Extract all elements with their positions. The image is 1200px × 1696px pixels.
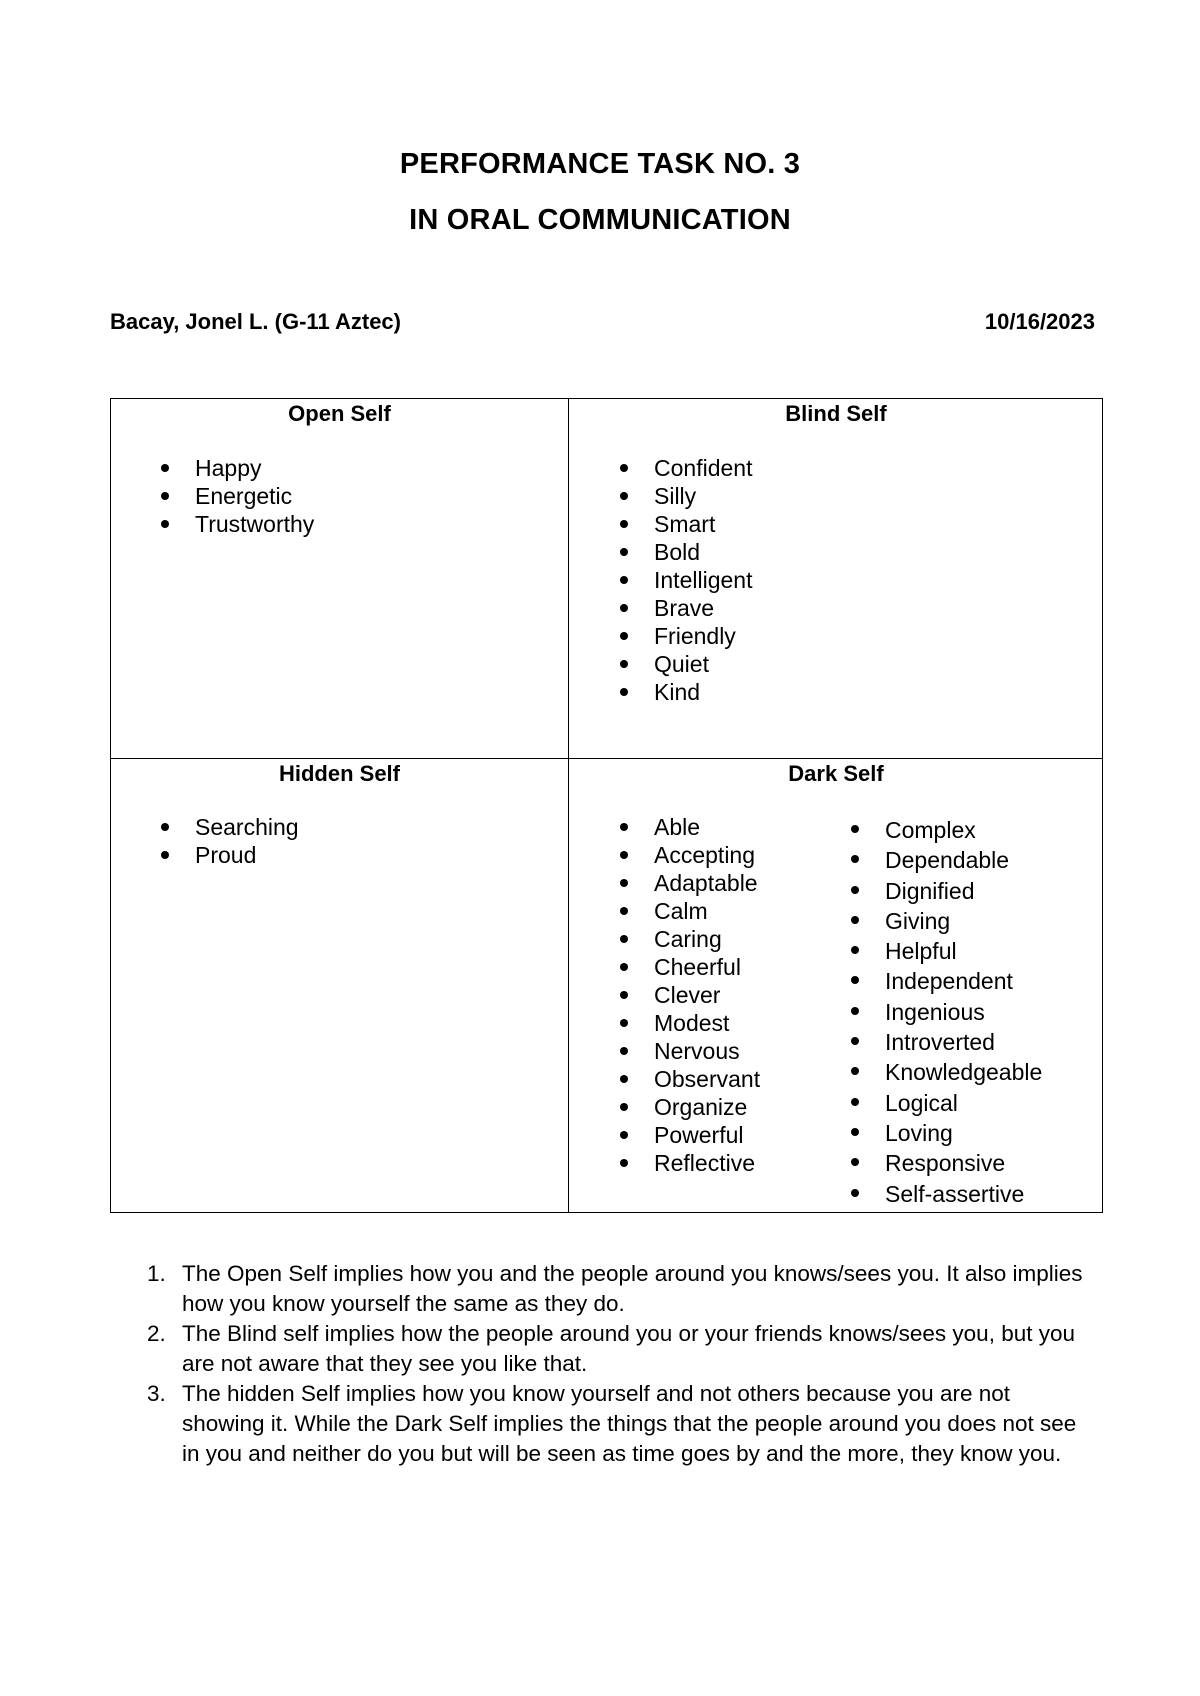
list-item: Responsive xyxy=(885,1148,1042,1178)
item-number: 3. xyxy=(147,1381,166,1406)
document-title: PERFORMANCE TASK NO. 3 xyxy=(399,148,801,180)
explanation-list xyxy=(110,1259,1090,1469)
list-item: Trustworthy xyxy=(195,511,315,537)
blind-self-heading: Blind Self xyxy=(785,401,887,426)
list-item: Kind xyxy=(654,678,752,706)
list-item: Reflective xyxy=(654,1149,760,1177)
item-number: 2. xyxy=(147,1321,166,1346)
list-item: Complex xyxy=(885,815,1042,845)
list-item: Dependable xyxy=(885,845,1042,875)
list-item: Knowledgeable xyxy=(885,1057,1042,1087)
list-item: Nervous xyxy=(654,1037,760,1065)
johari-window-table xyxy=(110,398,1103,1213)
list-item: Intelligent xyxy=(654,567,753,593)
list-item: Able xyxy=(654,813,760,841)
list-item: Silly xyxy=(654,482,752,510)
dark-self-list-col1 xyxy=(654,813,760,1177)
blind-self-list xyxy=(654,454,752,706)
item-text: The Open Self implies how you and the people around you knows/sees you. It also implies how you know yourself the same as they do. xyxy=(182,1261,1083,1316)
list-item: Friendly xyxy=(654,622,752,650)
explanation-item xyxy=(110,1319,1090,1379)
document-subtitle: IN ORAL COMMUNICATION xyxy=(409,204,791,236)
explanation-item xyxy=(110,1379,1090,1469)
list-item: Caring xyxy=(654,925,760,953)
list-item: Proud xyxy=(195,841,299,869)
item-text: The hidden Self implies how you know yourself and not others because you are not showing it. While the Dark Self implies the things that the people around you does not see in you and neither do you but will be seen as time goes by and the more, they know you. xyxy=(182,1381,1077,1466)
list-item: Dignified xyxy=(885,876,1042,906)
list-item: Powerful xyxy=(654,1121,760,1149)
item-number: 1. xyxy=(147,1261,166,1286)
table-horizontal-divider xyxy=(111,758,1102,759)
open-self-heading: Open Self xyxy=(288,401,391,426)
student-name: Bacay, Jonel L. (G-11 Aztec) xyxy=(110,309,401,334)
hidden-self-heading: Hidden Self xyxy=(278,761,400,786)
list-item: Helpful xyxy=(885,936,1042,966)
table-vertical-divider xyxy=(568,399,569,1212)
list-item: Smart xyxy=(654,510,752,538)
list-item: Independent xyxy=(885,966,1042,996)
list-item: Logical xyxy=(885,1088,1042,1118)
hidden-self-list xyxy=(195,813,299,869)
list-item: Adaptable xyxy=(654,869,760,897)
list-item: Brave xyxy=(654,594,752,622)
list-item: Accepting xyxy=(654,841,760,869)
list-item: Modest xyxy=(654,1009,760,1037)
list-item: Bold xyxy=(654,538,752,566)
explanation-item xyxy=(110,1259,1090,1319)
list-item: Calm xyxy=(654,897,760,925)
list-item: Self-assertive xyxy=(885,1179,1042,1209)
dark-self-heading: Dark Self xyxy=(788,761,884,786)
list-item: Cheerful xyxy=(654,953,760,981)
list-item: Searching xyxy=(195,814,299,840)
list-item: Happy xyxy=(195,454,314,482)
list-item: Confident xyxy=(654,455,753,481)
submission-date: 10/16/2023 xyxy=(984,309,1095,334)
list-item: Observant xyxy=(654,1066,761,1092)
list-item: Giving xyxy=(885,906,1042,936)
list-item: Energetic xyxy=(195,482,314,510)
item-text: The Blind self implies how the people around you or your friends knows/sees you, but you are not aware that they see you like that. xyxy=(182,1321,1076,1376)
list-item: Loving xyxy=(885,1118,1042,1148)
list-item: Organize xyxy=(654,1093,760,1121)
list-item: Quiet xyxy=(654,650,752,678)
list-item: Introverted xyxy=(885,1027,1042,1057)
dark-self-list-col2 xyxy=(885,815,1042,1209)
list-item: Ingenious xyxy=(885,997,1042,1027)
list-item: Clever xyxy=(654,981,760,1009)
open-self-list xyxy=(195,454,314,538)
